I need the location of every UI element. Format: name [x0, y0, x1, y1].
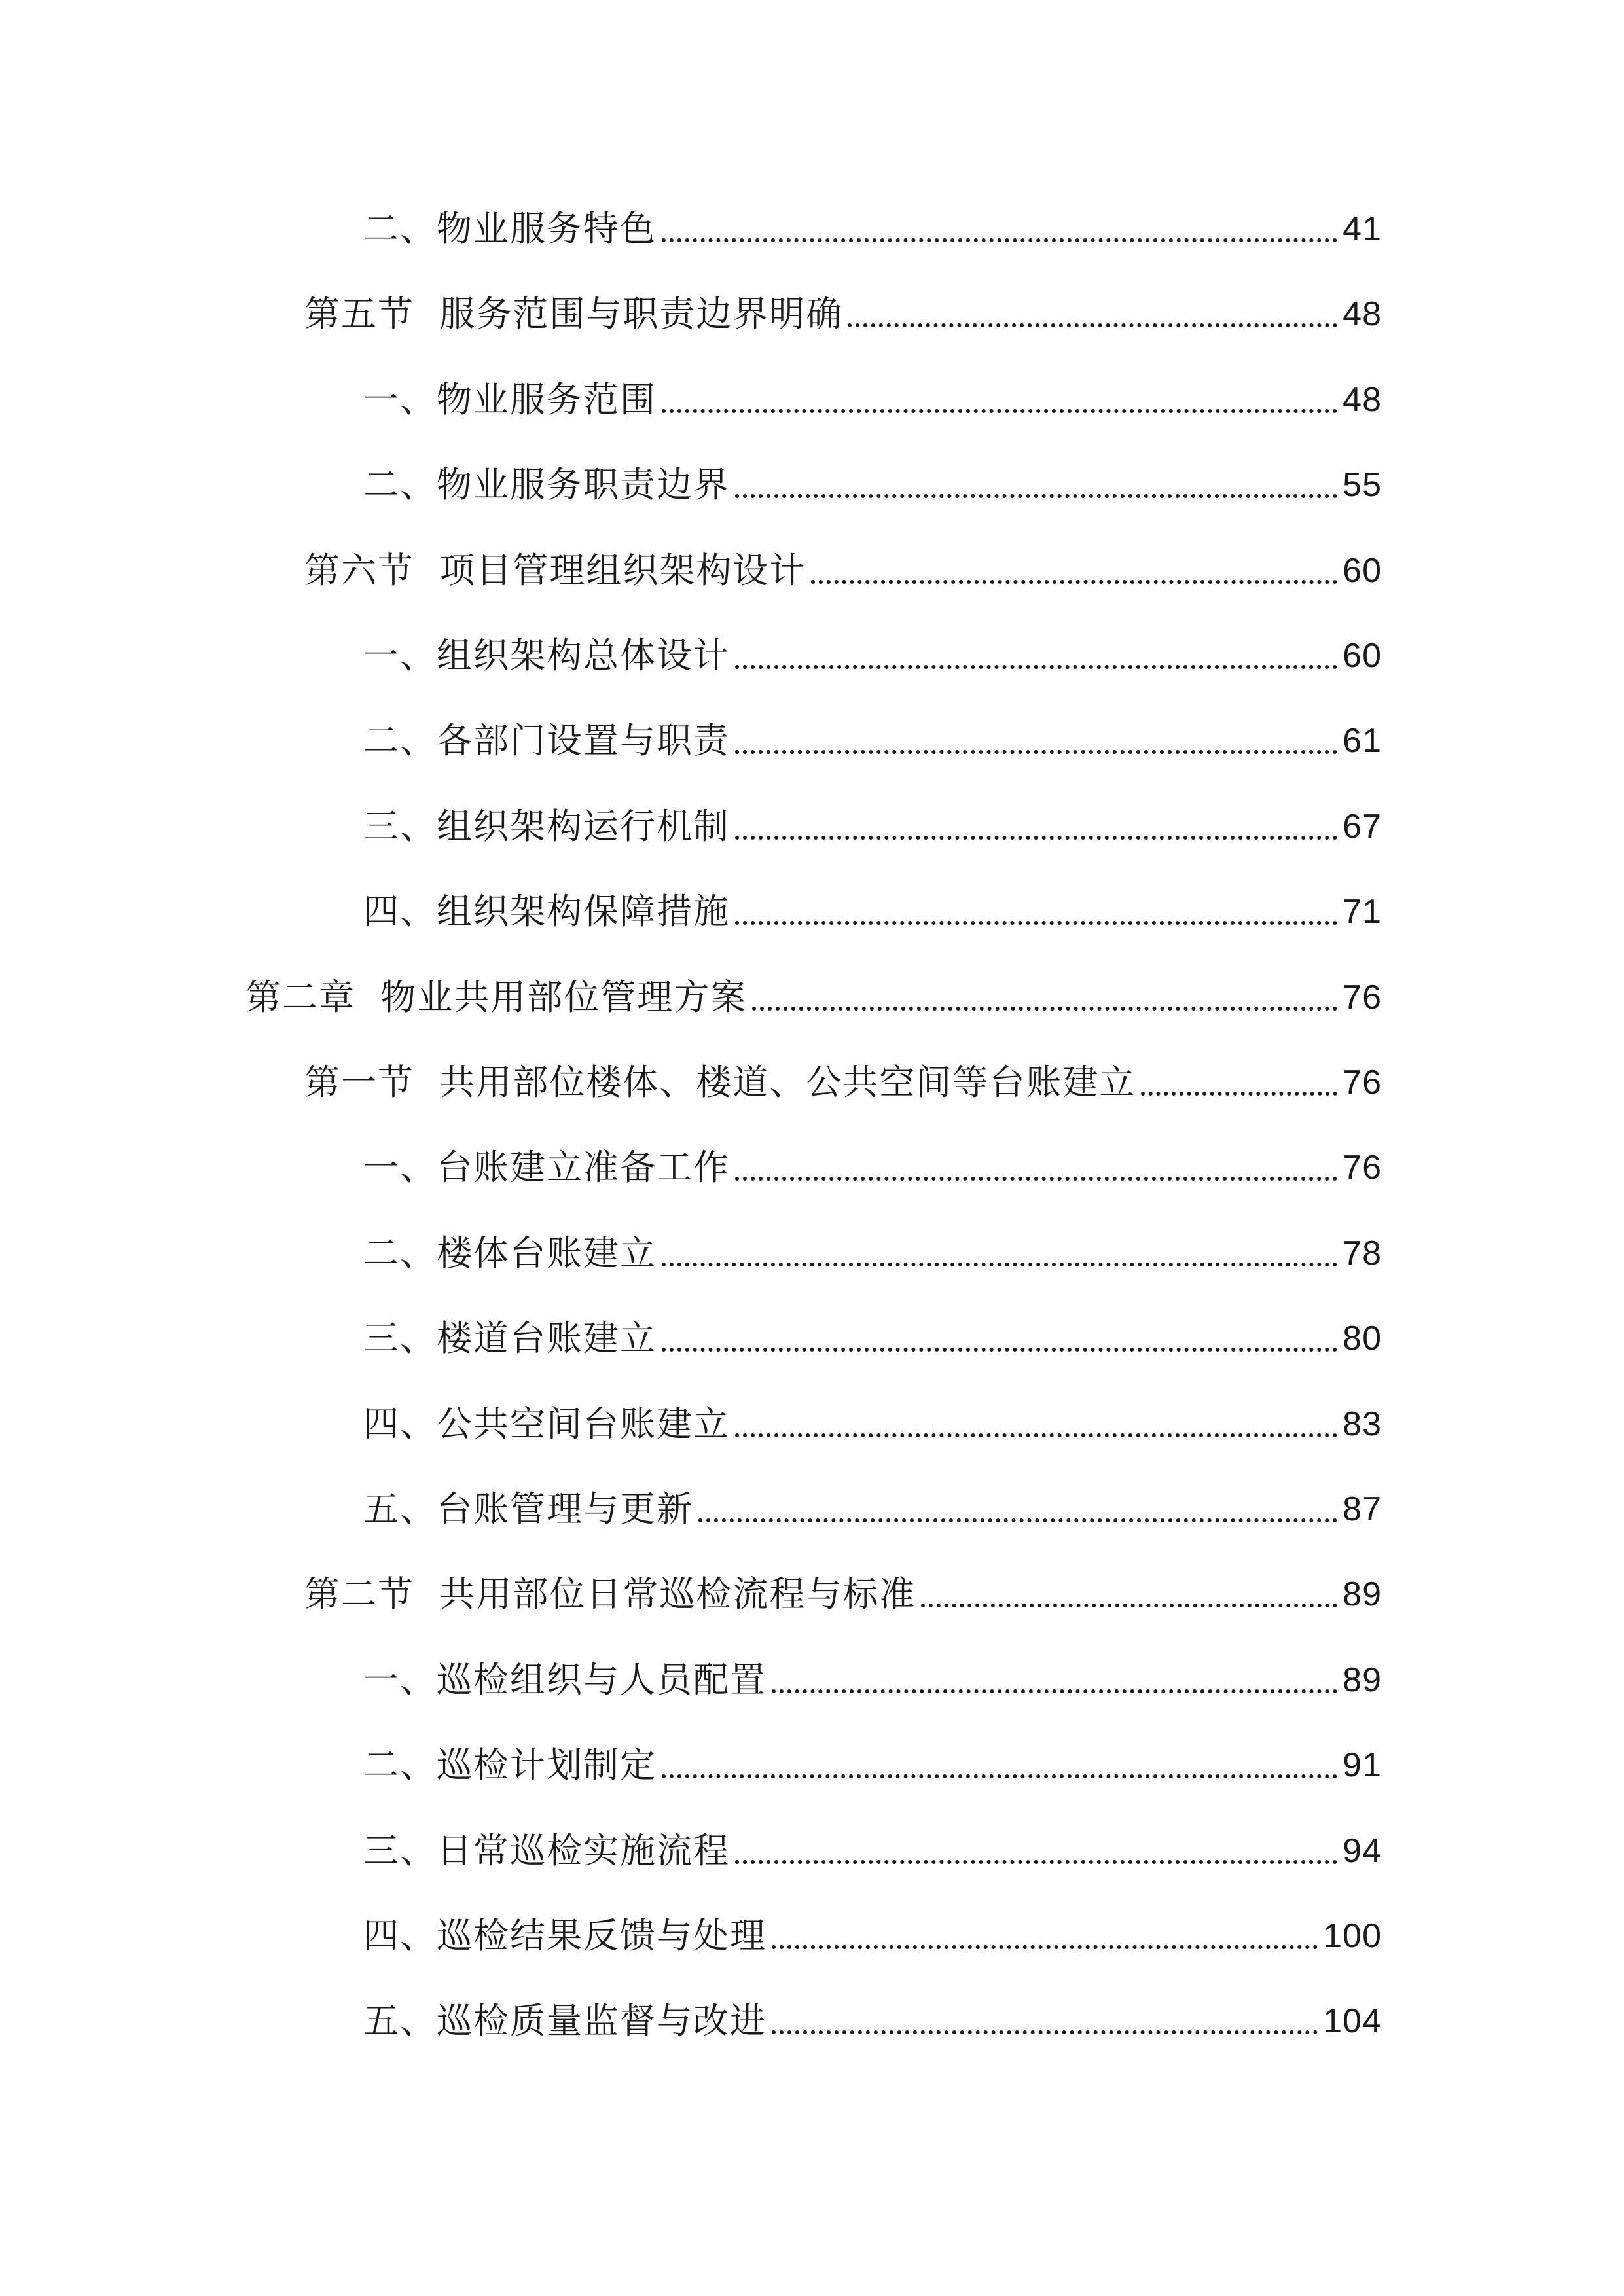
toc-entry-item[interactable] — [363, 1221, 1382, 1286]
toc-dot-leader — [662, 1221, 1337, 1286]
toc-dot-leader — [772, 1988, 1318, 2054]
toc-entry-section[interactable] — [304, 538, 1382, 603]
toc-entry-title: 二、物业服务特色 — [363, 208, 657, 249]
toc-entry-item[interactable] — [363, 1988, 1382, 2054]
toc-entry-item[interactable] — [363, 1306, 1382, 1371]
toc-entry-page-number: 87 — [1343, 1490, 1382, 1528]
toc-entry-page-number: 71 — [1343, 893, 1382, 931]
toc-entry-item[interactable] — [363, 708, 1382, 774]
toc-entry-item[interactable] — [363, 879, 1382, 944]
toc-dot-leader — [735, 879, 1337, 944]
toc-entry-page-number: 94 — [1343, 1831, 1382, 1870]
toc-entry-item[interactable] — [363, 1477, 1382, 1542]
toc-entry-page-number: 78 — [1343, 1234, 1382, 1272]
toc-entry-section[interactable] — [304, 1562, 1382, 1627]
toc-entry-page-number: 76 — [1343, 978, 1382, 1016]
toc-dot-leader — [698, 1477, 1337, 1542]
toc-entry-item[interactable] — [363, 1903, 1382, 1969]
toc-entry-item[interactable] — [363, 1818, 1382, 1884]
toc-dot-leader — [735, 623, 1337, 689]
toc-dot-leader — [848, 281, 1337, 347]
toc-dot-leader — [735, 452, 1337, 518]
toc-entry-item[interactable] — [363, 794, 1382, 859]
toc-entry-chapter[interactable] — [245, 965, 1382, 1030]
toc-dot-leader — [772, 1903, 1318, 1969]
toc-entry-title: 三、日常巡检实施流程 — [363, 1829, 730, 1871]
toc-dot-leader — [735, 1391, 1337, 1457]
toc-entry-item[interactable] — [363, 1732, 1382, 1798]
toc-entry-title: 五、巡检质量监督与改进 — [363, 2000, 767, 2042]
toc-entry-item[interactable] — [363, 623, 1382, 689]
toc-dot-leader — [662, 367, 1337, 433]
toc-entry-page-number: 104 — [1323, 2002, 1382, 2041]
toc-entry-title: 一、物业服务范围 — [363, 378, 657, 420]
toc-entry-page-number: 61 — [1343, 722, 1382, 761]
toc-dot-leader — [735, 708, 1337, 774]
toc-entry-page-number: 80 — [1343, 1319, 1382, 1358]
toc-dot-leader — [772, 1647, 1337, 1713]
toc-entry-page-number: 48 — [1343, 380, 1382, 419]
toc-dot-leader — [662, 1306, 1337, 1371]
toc-entry-item[interactable] — [363, 196, 1382, 262]
toc-entry-title: 第五节 服务范围与职责边界明确 — [304, 293, 843, 335]
toc-dot-leader — [735, 1135, 1337, 1200]
toc-entry-page-number: 89 — [1343, 1575, 1382, 1614]
toc-dot-leader — [811, 538, 1337, 603]
toc-entry-item[interactable] — [363, 1391, 1382, 1457]
toc-entry-title: 第二章 物业共用部位管理方案 — [245, 976, 748, 1018]
toc-entry-title: 五、台账管理与更新 — [363, 1488, 693, 1530]
toc-entry-title: 四、组织架构保障措施 — [363, 891, 730, 933]
toc-entry-page-number: 100 — [1323, 1917, 1382, 1955]
toc-entry-title: 二、楼体台账建立 — [363, 1232, 657, 1274]
toc-entry-page-number: 76 — [1343, 1149, 1382, 1187]
toc-dot-leader — [662, 1732, 1337, 1798]
toc-entry-title: 第一节 共用部位楼体、楼道、公共空间等台账建立 — [304, 1062, 1136, 1103]
toc-entry-title: 二、物业服务职责边界 — [363, 464, 730, 506]
toc-entry-title: 第六节 项目管理组织架构设计 — [304, 549, 806, 591]
toc-entry-title: 三、楼道台账建立 — [363, 1318, 657, 1359]
toc-entry-page-number: 67 — [1343, 807, 1382, 846]
toc-entry-item[interactable] — [363, 1647, 1382, 1713]
toc-entry-title: 一、组织架构总体设计 — [363, 635, 730, 676]
toc-dot-leader — [662, 196, 1337, 262]
toc-dot-leader — [752, 965, 1337, 1030]
toc-entry-title: 二、各部门设置与职责 — [363, 720, 730, 762]
toc-entry-page-number: 89 — [1343, 1660, 1382, 1699]
toc-entry-title: 二、巡检计划制定 — [363, 1744, 657, 1786]
toc-entry-item[interactable] — [363, 1135, 1382, 1200]
toc-entry-section[interactable] — [304, 1050, 1382, 1115]
toc-dot-leader — [921, 1562, 1337, 1627]
toc-entry-page-number: 91 — [1343, 1746, 1382, 1785]
toc-entry-item[interactable] — [363, 367, 1382, 433]
toc-entry-title: 第二节 共用部位日常巡检流程与标准 — [304, 1573, 916, 1615]
toc-dot-leader — [735, 1818, 1337, 1884]
toc-dot-leader — [1141, 1050, 1337, 1115]
toc-entry-page-number: 41 — [1343, 210, 1382, 248]
toc-entry-page-number: 60 — [1343, 637, 1382, 675]
toc-entry-page-number: 83 — [1343, 1405, 1382, 1443]
toc-entry-title: 三、组织架构运行机制 — [363, 805, 730, 847]
toc-entry-section[interactable] — [304, 281, 1382, 347]
toc-entry-page-number: 76 — [1343, 1064, 1382, 1102]
toc-entry-title: 四、巡检结果反馈与处理 — [363, 1915, 767, 1956]
toc-entry-title: 一、巡检组织与人员配置 — [363, 1659, 767, 1700]
toc-entry-title: 一、台账建立准备工作 — [363, 1147, 730, 1189]
toc-entry-page-number: 60 — [1343, 551, 1382, 590]
toc-entry-page-number: 48 — [1343, 295, 1382, 334]
toc-entry-item[interactable] — [363, 452, 1382, 518]
toc-entry-page-number: 55 — [1343, 466, 1382, 505]
toc-entry-title: 四、公共空间台账建立 — [363, 1403, 730, 1444]
toc-dot-leader — [735, 794, 1337, 859]
